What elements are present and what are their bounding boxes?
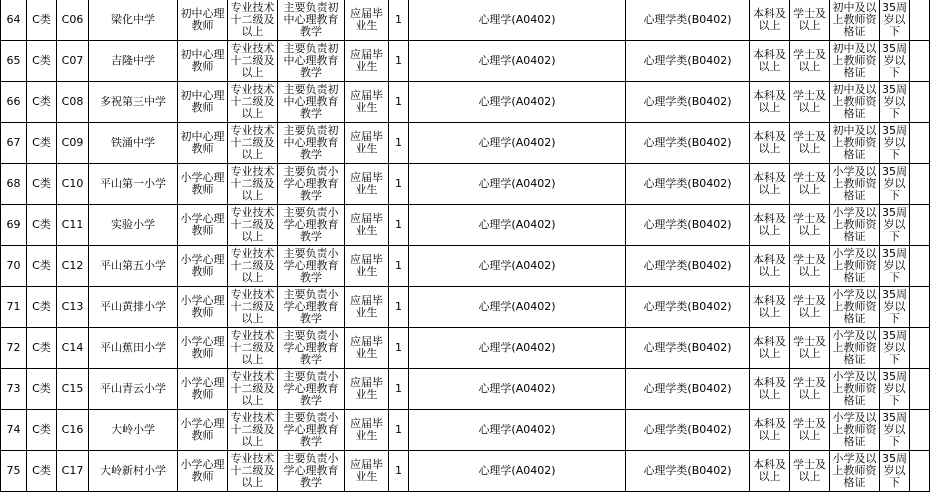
cell-post-name: 初中心理教师 — [178, 82, 228, 123]
cell-organization: 多祝第三中学 — [89, 82, 178, 123]
cell-blank — [910, 41, 930, 82]
cell-duty: 主要负责小学心理教育教学 — [278, 287, 345, 328]
cell-blank — [910, 123, 930, 164]
cell-category: C类 — [27, 410, 57, 451]
cell-blank — [910, 205, 930, 246]
cell-target: 应届毕业生 — [345, 287, 389, 328]
cell-degree: 学士及以上 — [790, 369, 830, 410]
cell-count: 1 — [389, 164, 409, 205]
cell-education: 本科及以上 — [750, 82, 790, 123]
cell-age: 35周岁以下 — [880, 205, 910, 246]
cell-seq: 70 — [1, 246, 27, 287]
cell-major-undergrad: 心理学类(B0402) — [626, 123, 750, 164]
cell-degree: 学士及以上 — [790, 287, 830, 328]
cell-post-name: 小学心理教师 — [178, 164, 228, 205]
cell-certificate: 小学及以上教师资格证 — [830, 328, 880, 369]
cell-major-postgrad: 心理学(A0402) — [409, 369, 626, 410]
cell-certificate: 初中及以上教师资格证 — [830, 82, 880, 123]
cell-target: 应届毕业生 — [345, 451, 389, 492]
cell-certificate: 小学及以上教师资格证 — [830, 246, 880, 287]
cell-post-name: 小学心理教师 — [178, 328, 228, 369]
cell-age: 35周岁以下 — [880, 410, 910, 451]
table-row — [1, 287, 930, 328]
cell-post-level: 专业技术十二级及以上 — [228, 246, 278, 287]
table-row — [1, 205, 930, 246]
cell-category: C类 — [27, 123, 57, 164]
cell-major-postgrad: 心理学(A0402) — [409, 246, 626, 287]
cell-post-level: 专业技术十二级及以上 — [228, 410, 278, 451]
cell-blank — [910, 328, 930, 369]
cell-post-code: C07 — [57, 41, 89, 82]
cell-education: 本科及以上 — [750, 451, 790, 492]
cell-major-postgrad: 心理学(A0402) — [409, 82, 626, 123]
cell-post-level: 专业技术十二级及以上 — [228, 82, 278, 123]
cell-post-level: 专业技术十二级及以上 — [228, 41, 278, 82]
cell-category: C类 — [27, 451, 57, 492]
cell-organization: 大岭小学 — [89, 410, 178, 451]
cell-category: C类 — [27, 328, 57, 369]
cell-seq: 74 — [1, 410, 27, 451]
cell-duty: 主要负责小学心理教育教学 — [278, 451, 345, 492]
cell-count: 1 — [389, 41, 409, 82]
cell-target: 应届毕业生 — [345, 0, 389, 41]
cell-post-level: 专业技术十二级及以上 — [228, 164, 278, 205]
cell-organization: 大岭新村小学 — [89, 451, 178, 492]
cell-target: 应届毕业生 — [345, 123, 389, 164]
cell-target: 应届毕业生 — [345, 246, 389, 287]
cell-post-name: 小学心理教师 — [178, 451, 228, 492]
table-body — [1, 0, 930, 492]
cell-post-code: C11 — [57, 205, 89, 246]
cell-post-code: C14 — [57, 328, 89, 369]
cell-major-postgrad: 心理学(A0402) — [409, 328, 626, 369]
cell-age: 35周岁以下 — [880, 82, 910, 123]
cell-major-postgrad: 心理学(A0402) — [409, 205, 626, 246]
cell-post-name: 初中心理教师 — [178, 123, 228, 164]
cell-age: 35周岁以下 — [880, 451, 910, 492]
cell-count: 1 — [389, 82, 409, 123]
cell-major-undergrad: 心理学类(B0402) — [626, 451, 750, 492]
cell-age: 35周岁以下 — [880, 328, 910, 369]
table-row — [1, 369, 930, 410]
cell-category: C类 — [27, 287, 57, 328]
table-row — [1, 164, 930, 205]
cell-education: 本科及以上 — [750, 205, 790, 246]
cell-category: C类 — [27, 369, 57, 410]
cell-major-postgrad: 心理学(A0402) — [409, 410, 626, 451]
cell-age: 35周岁以下 — [880, 0, 910, 41]
cell-target: 应届毕业生 — [345, 328, 389, 369]
cell-age: 35周岁以下 — [880, 164, 910, 205]
cell-target: 应届毕业生 — [345, 41, 389, 82]
cell-major-undergrad: 心理学类(B0402) — [626, 82, 750, 123]
cell-seq: 67 — [1, 123, 27, 164]
cell-duty: 主要负责小学心理教育教学 — [278, 246, 345, 287]
cell-seq: 66 — [1, 82, 27, 123]
cell-post-level: 专业技术十二级及以上 — [228, 451, 278, 492]
cell-duty: 主要负责小学心理教育教学 — [278, 328, 345, 369]
cell-education: 本科及以上 — [750, 287, 790, 328]
cell-degree: 学士及以上 — [790, 123, 830, 164]
cell-count: 1 — [389, 451, 409, 492]
cell-category: C类 — [27, 164, 57, 205]
cell-degree: 学士及以上 — [790, 0, 830, 41]
cell-seq: 69 — [1, 205, 27, 246]
cell-major-postgrad: 心理学(A0402) — [409, 41, 626, 82]
cell-post-code: C08 — [57, 82, 89, 123]
cell-seq: 73 — [1, 369, 27, 410]
cell-duty: 主要负责初中心理教育教学 — [278, 41, 345, 82]
cell-major-postgrad: 心理学(A0402) — [409, 287, 626, 328]
cell-blank — [910, 451, 930, 492]
cell-degree: 学士及以上 — [790, 205, 830, 246]
cell-count: 1 — [389, 205, 409, 246]
cell-major-undergrad: 心理学类(B0402) — [626, 287, 750, 328]
cell-certificate: 小学及以上教师资格证 — [830, 369, 880, 410]
cell-blank — [910, 369, 930, 410]
table-row — [1, 123, 930, 164]
cell-duty: 主要负责小学心理教育教学 — [278, 205, 345, 246]
cell-target: 应届毕业生 — [345, 410, 389, 451]
cell-organization: 吉隆中学 — [89, 41, 178, 82]
cell-blank — [910, 0, 930, 41]
cell-post-name: 小学心理教师 — [178, 205, 228, 246]
cell-blank — [910, 246, 930, 287]
cell-education: 本科及以上 — [750, 41, 790, 82]
cell-major-undergrad: 心理学类(B0402) — [626, 41, 750, 82]
cell-education: 本科及以上 — [750, 123, 790, 164]
cell-certificate: 小学及以上教师资格证 — [830, 205, 880, 246]
cell-organization: 平山青云小学 — [89, 369, 178, 410]
cell-certificate: 初中及以上教师资格证 — [830, 41, 880, 82]
cell-organization: 铁涌中学 — [89, 123, 178, 164]
cell-post-level: 专业技术十二级及以上 — [228, 123, 278, 164]
cell-target: 应届毕业生 — [345, 369, 389, 410]
table-row — [1, 0, 930, 41]
cell-age: 35周岁以下 — [880, 123, 910, 164]
cell-post-name: 小学心理教师 — [178, 410, 228, 451]
cell-post-code: C15 — [57, 369, 89, 410]
cell-count: 1 — [389, 410, 409, 451]
cell-duty: 主要负责小学心理教育教学 — [278, 164, 345, 205]
cell-duty: 主要负责小学心理教育教学 — [278, 369, 345, 410]
cell-degree: 学士及以上 — [790, 328, 830, 369]
cell-major-undergrad: 心理学类(B0402) — [626, 369, 750, 410]
cell-post-code: C17 — [57, 451, 89, 492]
cell-target: 应届毕业生 — [345, 164, 389, 205]
cell-post-name: 小学心理教师 — [178, 369, 228, 410]
cell-major-undergrad: 心理学类(B0402) — [626, 246, 750, 287]
cell-duty: 主要负责初中心理教育教学 — [278, 0, 345, 41]
cell-degree: 学士及以上 — [790, 164, 830, 205]
cell-category: C类 — [27, 0, 57, 41]
cell-certificate: 初中及以上教师资格证 — [830, 0, 880, 41]
cell-education: 本科及以上 — [750, 328, 790, 369]
cell-seq: 71 — [1, 287, 27, 328]
cell-post-name: 小学心理教师 — [178, 287, 228, 328]
cell-duty: 主要负责初中心理教育教学 — [278, 82, 345, 123]
cell-organization: 实验小学 — [89, 205, 178, 246]
cell-post-code: C12 — [57, 246, 89, 287]
cell-education: 本科及以上 — [750, 369, 790, 410]
cell-certificate: 小学及以上教师资格证 — [830, 410, 880, 451]
cell-seq: 72 — [1, 328, 27, 369]
cell-post-code: C10 — [57, 164, 89, 205]
cell-blank — [910, 164, 930, 205]
cell-organization: 平山蕉田小学 — [89, 328, 178, 369]
cell-count: 1 — [389, 328, 409, 369]
cell-category: C类 — [27, 82, 57, 123]
cell-target: 应届毕业生 — [345, 205, 389, 246]
table-row — [1, 41, 930, 82]
cell-education: 本科及以上 — [750, 246, 790, 287]
cell-major-postgrad: 心理学(A0402) — [409, 0, 626, 41]
cell-degree: 学士及以上 — [790, 82, 830, 123]
cell-organization: 平山第五小学 — [89, 246, 178, 287]
cell-category: C类 — [27, 246, 57, 287]
cell-age: 35周岁以下 — [880, 246, 910, 287]
cell-major-postgrad: 心理学(A0402) — [409, 123, 626, 164]
cell-seq: 65 — [1, 41, 27, 82]
cell-post-name: 初中心理教师 — [178, 41, 228, 82]
cell-major-postgrad: 心理学(A0402) — [409, 451, 626, 492]
cell-degree: 学士及以上 — [790, 451, 830, 492]
cell-blank — [910, 287, 930, 328]
cell-post-name: 小学心理教师 — [178, 246, 228, 287]
cell-post-level: 专业技术十二级及以上 — [228, 328, 278, 369]
table-row — [1, 410, 930, 451]
cell-seq: 64 — [1, 0, 27, 41]
cell-education: 本科及以上 — [750, 0, 790, 41]
cell-post-level: 专业技术十二级及以上 — [228, 0, 278, 41]
cell-organization: 平山黄排小学 — [89, 287, 178, 328]
cell-post-code: C16 — [57, 410, 89, 451]
cell-major-undergrad: 心理学类(B0402) — [626, 410, 750, 451]
cell-category: C类 — [27, 205, 57, 246]
cell-count: 1 — [389, 369, 409, 410]
cell-post-level: 专业技术十二级及以上 — [228, 287, 278, 328]
table-row — [1, 328, 930, 369]
cell-major-postgrad: 心理学(A0402) — [409, 164, 626, 205]
cell-certificate: 小学及以上教师资格证 — [830, 287, 880, 328]
cell-blank — [910, 82, 930, 123]
cell-degree: 学士及以上 — [790, 41, 830, 82]
cell-blank — [910, 410, 930, 451]
cell-count: 1 — [389, 246, 409, 287]
cell-post-code: C06 — [57, 0, 89, 41]
cell-count: 1 — [389, 287, 409, 328]
cell-target: 应届毕业生 — [345, 82, 389, 123]
cell-organization: 梁化中学 — [89, 0, 178, 41]
cell-category: C类 — [27, 41, 57, 82]
table-row — [1, 451, 930, 492]
cell-education: 本科及以上 — [750, 164, 790, 205]
cell-post-level: 专业技术十二级及以上 — [228, 205, 278, 246]
cell-duty: 主要负责小学心理教育教学 — [278, 410, 345, 451]
cell-degree: 学士及以上 — [790, 246, 830, 287]
table-row — [1, 246, 930, 287]
cell-certificate: 小学及以上教师资格证 — [830, 164, 880, 205]
cell-age: 35周岁以下 — [880, 287, 910, 328]
cell-major-undergrad: 心理学类(B0402) — [626, 0, 750, 41]
cell-education: 本科及以上 — [750, 410, 790, 451]
cell-seq: 75 — [1, 451, 27, 492]
cell-duty: 主要负责初中心理教育教学 — [278, 123, 345, 164]
cell-seq: 68 — [1, 164, 27, 205]
cell-age: 35周岁以下 — [880, 41, 910, 82]
cell-post-code: C09 — [57, 123, 89, 164]
cell-count: 1 — [389, 123, 409, 164]
cell-age: 35周岁以下 — [880, 369, 910, 410]
cell-post-name: 初中心理教师 — [178, 0, 228, 41]
table-row — [1, 82, 930, 123]
cell-major-undergrad: 心理学类(B0402) — [626, 164, 750, 205]
cell-certificate: 初中及以上教师资格证 — [830, 123, 880, 164]
cell-major-undergrad: 心理学类(B0402) — [626, 205, 750, 246]
cell-major-undergrad: 心理学类(B0402) — [626, 328, 750, 369]
cell-count: 1 — [389, 0, 409, 41]
cell-certificate: 小学及以上教师资格证 — [830, 451, 880, 492]
cell-post-code: C13 — [57, 287, 89, 328]
cell-post-level: 专业技术十二级及以上 — [228, 369, 278, 410]
cell-organization: 平山第一小学 — [89, 164, 178, 205]
cell-degree: 学士及以上 — [790, 410, 830, 451]
